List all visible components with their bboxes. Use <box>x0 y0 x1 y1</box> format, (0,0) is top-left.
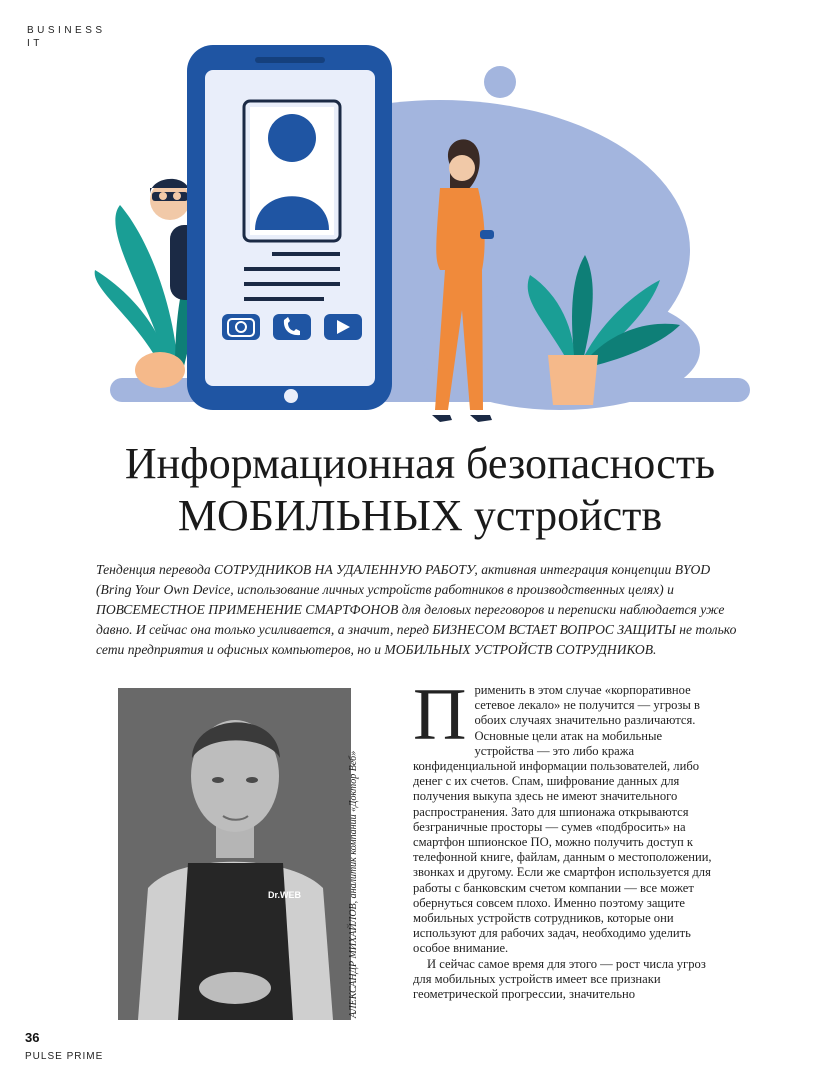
article-title <box>40 438 800 542</box>
portrait-drawing <box>118 688 351 1020</box>
body-paragraph-2: И сейчас самое время для этого — рост числа угроз для мобильных устройств имеет все признаки геометрической прогрессии, значительно <box>413 956 706 1002</box>
background-dot <box>484 66 516 98</box>
phone-icon <box>273 314 311 340</box>
big-phone <box>187 45 392 410</box>
magazine-name: PULSE PRIME <box>25 1051 104 1062</box>
jacket-logo: Dr.WEB <box>268 890 302 900</box>
play-icon <box>324 314 362 340</box>
title-line-1: Информационная безопасность <box>124 439 716 488</box>
body-paragraph-1: рименить в этом случае «корпоративное сетевое лекало» не получится — угрозы в обоих случаях значительно различаются. Основные цели атак на мобильные устройства — это либо кража конфиденциальной информации пользователей, либо денег с их счетов. Спам, шифрование данных для получения выкупа здесь не имеют значительного распространения. Зато для шпионажа открываются безграничные просторы — сумев «подбросить» на смартфон шпионское ПО, можно получить доступ к телефонной книге, файлам, данным о местоположении, звонках и другому. Если же смартфон используется для работы с банковским счетом компании — все может обернуться совсем плохо. Именно поэтому защите мобильных устройств сотрудников, которые они используют для рабочих задач, необходимо уделить особое внимание. <box>413 683 712 956</box>
section-name: BUSINESS <box>27 25 106 36</box>
title-line-2: МОБИЛЬНЫХ устройств <box>177 491 663 540</box>
camera-icon <box>222 314 260 340</box>
article-lead: Тенденция перевода СОТРУДНИКОВ НА УДАЛЕННУЮ РАБОТУ, активная интеграция концепции BYOD (Bring Your Own Device, использование личных устройств работников в производственных целях) и ПОВСЕМЕСТНОЕ ПРИМЕНЕНИЕ СМАРТФОНОВ для деловых переговоров и переписки наблюдается уже давно. И сейчас она только усиливается, а значит, перед БИЗНЕСОМ ВСТАЕТ ВОПРОС ЗАЩИТЫ не только сети предприятия и офисных компьютеров, но и МОБИЛЬНЫХ УСТРОЙСТВ СОТРУДНИКОВ. <box>96 562 737 657</box>
portrait-photo <box>118 688 351 1020</box>
subsection-name: IT <box>27 38 43 49</box>
page-number: 36 <box>25 1030 40 1045</box>
photo-caption: АЛЕКСАНДР МИХАЙЛОВ, аналитик компании «Доктор Веб» <box>348 750 359 1018</box>
drop-cap: П <box>413 674 467 756</box>
hero-illustration <box>0 20 839 440</box>
article-body <box>413 674 713 1002</box>
